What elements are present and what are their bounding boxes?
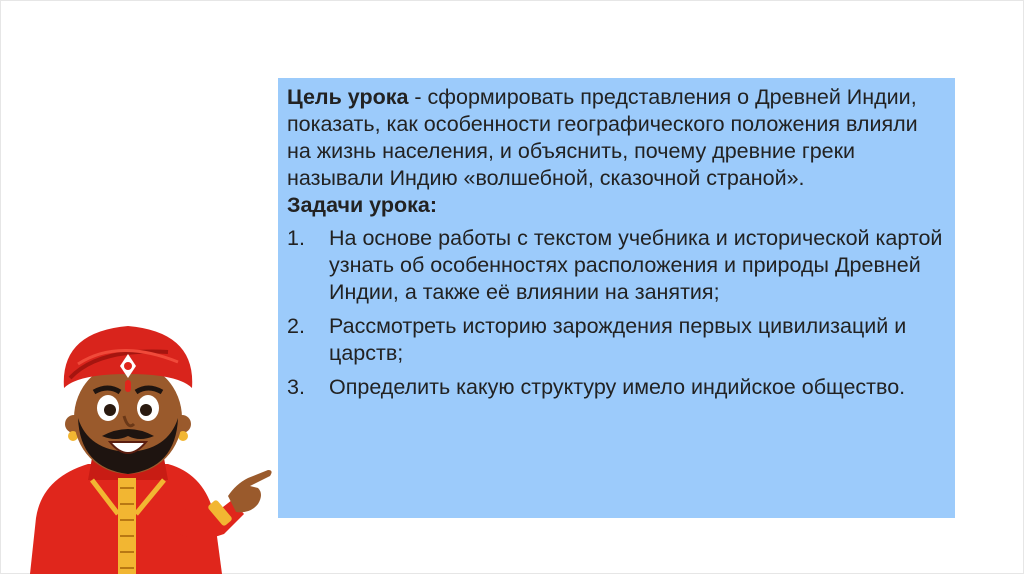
- task-number: 2.: [287, 314, 305, 338]
- lesson-tasks-list: [287, 225, 943, 401]
- lesson-goal-paragraph: [287, 84, 943, 192]
- indian-man-illustration: [18, 318, 278, 574]
- task-item: [287, 313, 943, 367]
- lesson-goal-label: Цель урока: [287, 85, 409, 109]
- coat-gold-trim: [118, 478, 136, 574]
- task-text: На основе работы с текстом учебника и исторической картой узнать об особенностях расположения и природы Древней Индии, а также её влиянии на занятия;: [329, 226, 943, 304]
- pointing-hand: [228, 470, 272, 512]
- lesson-tasks-heading: Задачи урока:: [287, 193, 437, 217]
- task-number: 1.: [287, 226, 305, 250]
- task-item: [287, 225, 943, 306]
- tilak-mark: [125, 380, 131, 392]
- lesson-goal-text: - сформировать представления о Древней Индии, показать, как особенности географического положения влияли на жизнь населения, и объяснить, почему древние греки называли Индию «волшебной, сказочной страной».: [287, 85, 918, 190]
- task-item: [287, 374, 943, 401]
- task-text: Определить какую структуру имело индийское общество.: [329, 375, 906, 399]
- lesson-text-box: [278, 78, 955, 518]
- task-text: Рассмотреть историю зарождения первых цивилизаций и царств;: [329, 314, 907, 365]
- task-number: 3.: [287, 375, 305, 399]
